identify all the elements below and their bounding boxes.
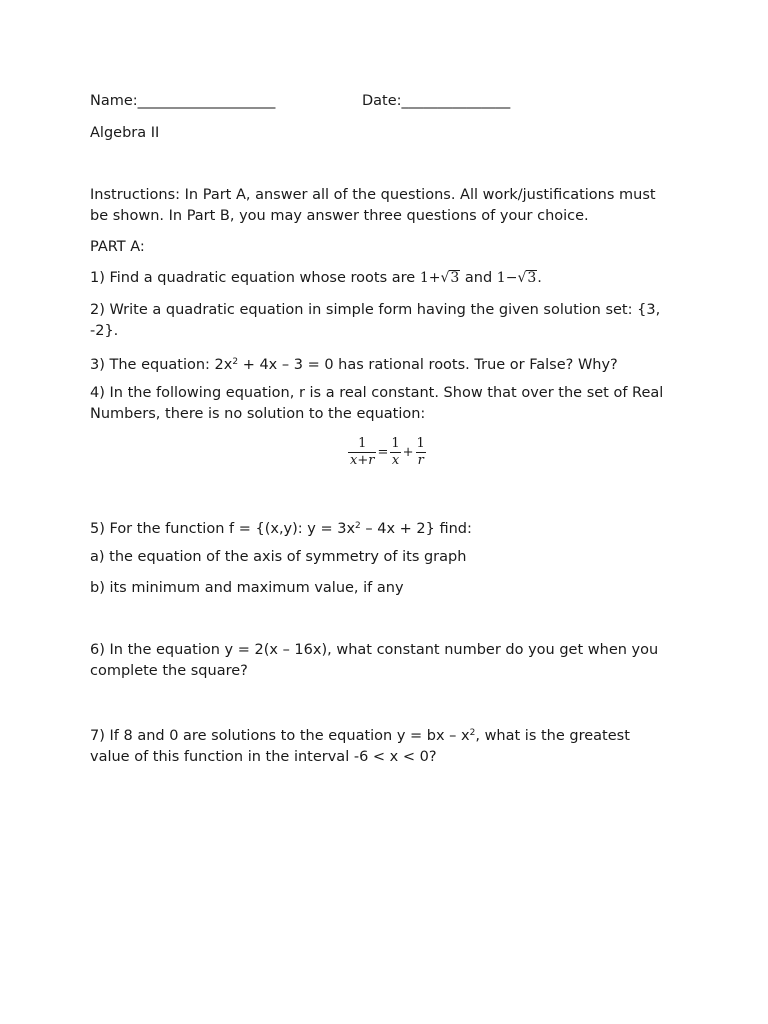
fraction-1 [348,436,376,469]
sqrt-symbol: √3 [440,270,460,286]
question-3-prefix: 3) The equation: 2x [90,357,233,373]
instructions-text: Instructions: In Part A, answer all of the questions. All work/justifications must be shown. In Part B, you may answer three questions of your choice. [90,187,656,224]
exponent: 2 [232,357,239,367]
exponent: 2 [355,521,361,531]
sqrt-symbol: √3 [517,270,537,286]
question-2: 2) Write a quadratic equation in simple form having the given solution set: {3, -2}. [90,302,661,339]
question-5-suffix: – 4x + 2} find: [360,521,472,537]
fraction-3-numerator: 1 [416,436,425,451]
question-7 [90,723,670,768]
part-a-heading: PART A: [90,239,145,255]
root-1 [420,270,460,286]
question-6: 6) In the equation y = 2(x – 16x), what constant number do you get when you complete the square? [90,642,659,679]
date-field-label: Date:_______________ [362,93,511,109]
question-1-suffix: . [537,270,542,286]
question-3 [90,352,618,376]
question-4: 4) In the following equation, r is a real constant. Show that over the set of Real Numbers, there is no solution to the equation: [90,385,664,422]
fraction-2 [389,436,401,469]
question-5a: a) the equation of the axis of symmetry of its graph [90,549,467,565]
fraction-3 [415,436,427,469]
question-7-suffix: , what is the greatest value of this function in the interval -6 < x < 0? [90,728,630,765]
radicand: 3 [527,270,537,286]
root-2 [497,270,537,286]
question-1-prefix: 1) Find a quadratic equation whose roots are [90,270,420,286]
fraction-3-denominator: r [417,453,424,468]
question-5b: b) its minimum and maximum value, if any [90,580,404,596]
equals-sign: = [377,445,389,460]
root-2-term: 1− [496,270,518,286]
fraction-1-denominator: x+r [350,453,375,468]
question-7-prefix: 7) If 8 and 0 are solutions to the equation y = bx – x [90,728,470,744]
fraction-2-numerator: 1 [391,436,400,451]
question-3-suffix: + 4x – 3 = 0 has rational roots. True or False? Why? [238,357,618,373]
question-1-connector: and [460,270,497,286]
fraction-1-numerator: 1 [358,436,367,451]
plus-sign: + [402,445,414,460]
question-5-prefix: 5) For the function f = {(x,y): y = 3x [90,521,356,537]
name-field-label: Name:___________________ [90,93,276,109]
exponent: 2 [469,728,476,738]
question-1 [90,268,542,289]
question-5 [90,516,472,540]
course-title: Algebra II [90,125,160,141]
radicand: 3 [450,270,460,286]
question-4-equation [348,436,427,469]
fraction-2-denominator: x [391,453,400,468]
root-1-term: 1+ [419,270,441,286]
